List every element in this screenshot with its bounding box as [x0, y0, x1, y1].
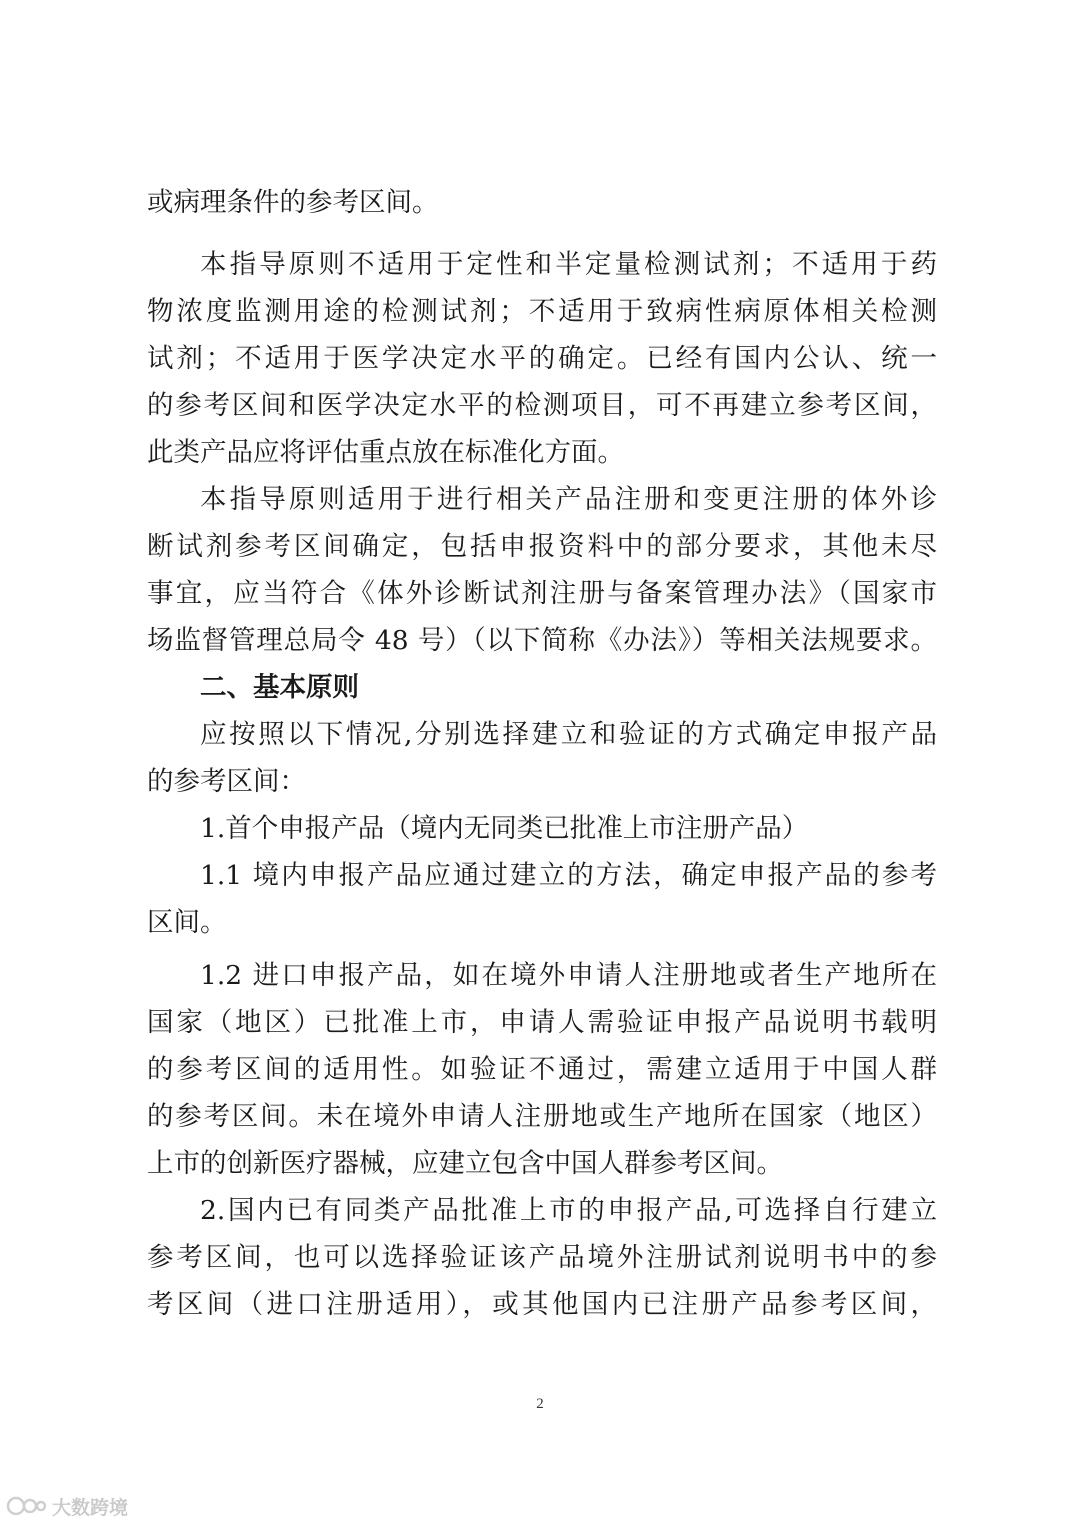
text-line: 事宜，应当符合《体外诊断试剂注册与备案管理办法》（国家市 [147, 578, 937, 609]
text-line: 考区间（进口注册适用），或其他国内已注册产品参考区间， [147, 1289, 937, 1320]
text-line: 应按照以下情况,分别选择建立和验证的方式确定申报产品 [200, 719, 937, 750]
text-line: 物浓度监测用途的检测试剂；不适用于致病性病原体相关检测 [147, 296, 937, 327]
text-line: 参考区间，也可以选择验证该产品境外注册试剂说明书中的参 [147, 1242, 937, 1273]
text-line: 1.首个申报产品（境内无同类已批准上市注册产品） [200, 813, 809, 844]
text-line: 的参考区间和医学决定水平的检测项目，可不再建立参考区间， [147, 390, 937, 421]
text-line: 本指导原则适用于进行相关产品注册和变更注册的体外诊 [200, 484, 937, 515]
text-line: 试剂；不适用于医学决定水平的确定。已经有国内公认、统一 [147, 343, 937, 374]
text-line: 1.1 境内申报产品应通过建立的方法，确定申报产品的参考 [200, 860, 937, 891]
section-heading: 二、基本原则 [200, 672, 359, 703]
text-line: 2.国内已有同类产品批准上市的申报产品,可选择自行建立 [200, 1195, 937, 1226]
text-line: 的参考区间。未在境外申请人注册地或生产地所在国家（地区） [147, 1101, 937, 1132]
watermark-text: 大数跨境 [52, 1496, 129, 1519]
text-line: 的参考区间的适用性。如验证不通过，需建立适用于中国人群 [147, 1054, 937, 1085]
brand-logo-icon [6, 1494, 48, 1518]
text-line: 上市的创新医疗器械，应建立包含中国人群参考区间。 [147, 1148, 783, 1179]
text-line: 国家（地区）已批准上市，申请人需验证申报产品说明书载明 [147, 1007, 937, 1038]
page-number: 2 [536, 1396, 544, 1412]
text-line: 此类产品应将评估重点放在标准化方面。 [147, 437, 624, 468]
text-line: 的参考区间： [147, 766, 306, 797]
text-line: 场监督管理总局令 48 号）（以下简称《办法》）等相关法规要求。 [147, 625, 937, 656]
watermark [6, 1492, 128, 1520]
text-line: 1.2 进口申报产品，如在境外申请人注册地或者生产地所在 [200, 960, 937, 991]
text-line: 断试剂参考区间确定，包括申报资料中的部分要求，其他未尽 [147, 531, 937, 562]
text-line: 本指导原则不适用于定性和半定量检测试剂；不适用于药 [200, 249, 937, 280]
text-line: 或病理条件的参考区间。 [147, 187, 439, 218]
text-line: 区间。 [147, 907, 227, 938]
